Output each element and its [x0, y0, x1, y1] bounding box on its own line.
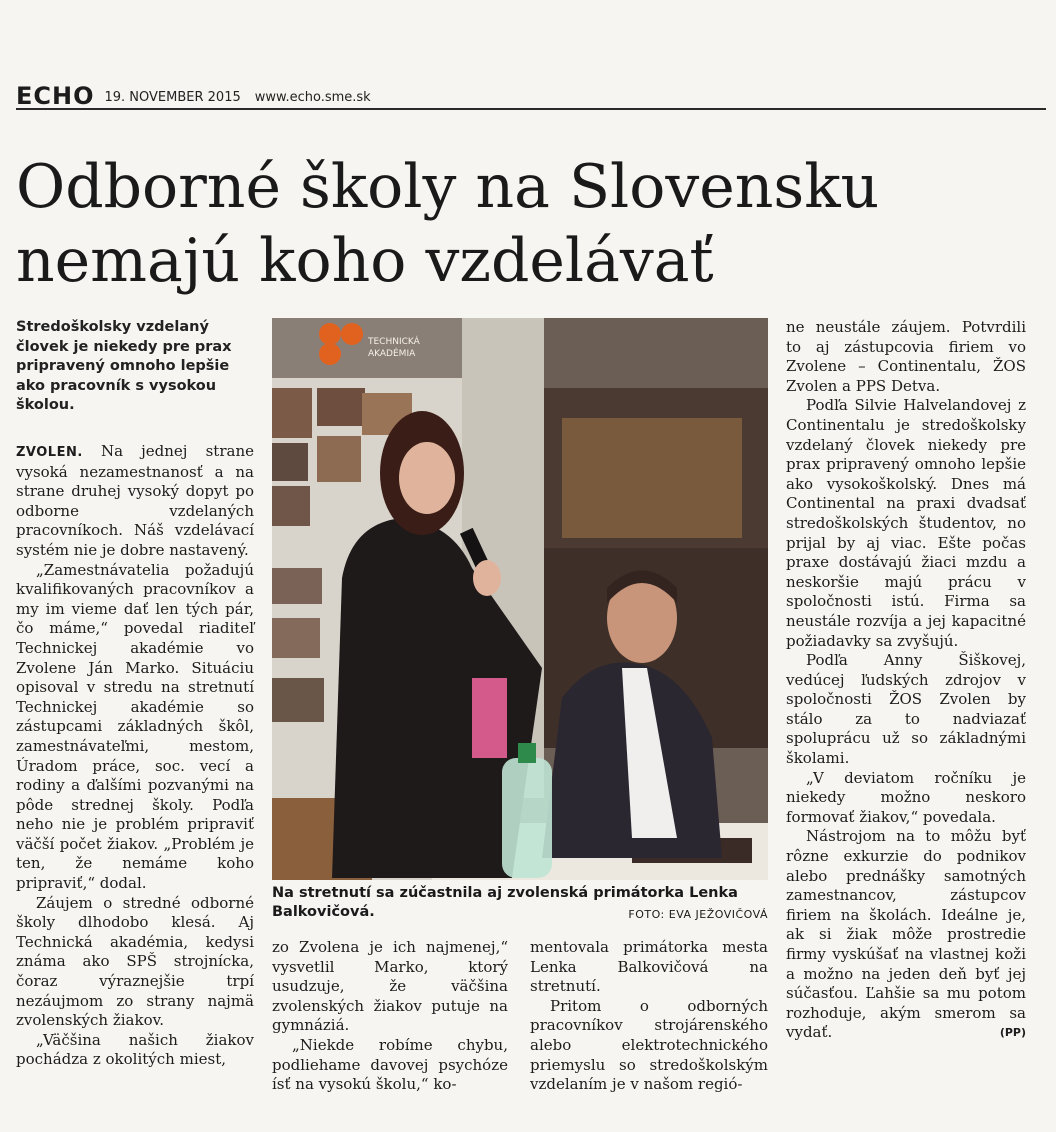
- paragraph: mentovala primátorka mesta Lenka Balkovičová na stretnutí.: [530, 938, 768, 996]
- headline: Odborné školy na Slovensku nemajú koho vzdelávať: [16, 152, 880, 296]
- banner-text-line1: TECHNICKÁ: [368, 337, 420, 347]
- lead-paragraph: Stredoškolsky vzdelaný človek je niekedy pre prax pripravený omnoho lepšie ako pracovník s vysokou školou.: [16, 319, 232, 413]
- publication-logo: ECHO: [16, 82, 95, 110]
- issue-date: 19. NOVEMBER 2015: [104, 90, 241, 105]
- paragraph: [16, 442, 254, 561]
- website-url: www.echo.sme.sk: [254, 90, 371, 105]
- paragraph: Záujem o stredné odborné školy dlhodobo klesá. Aj Technická akadémia, kedysi známa ako SPŠ strojnícka, čoraz výraznejšie trpí nezáujmom zo strany najmä zvolenských žiakov.: [16, 893, 254, 1030]
- author-signature: (PP): [999, 1026, 1026, 1040]
- dateline: ZVOLEN.: [16, 445, 83, 460]
- paragraph: „Väčšina našich žiakov pochádza z okolitých miest,: [16, 1030, 254, 1069]
- paragraph: zo Zvolena je ich najmenej,“ vysvetlil Marko, ktorý usudzuje, že väčšina zvolenských žiakov putuje na gymnáziá.: [272, 938, 508, 1035]
- caption-text: Na stretnutí sa zúčastnila aj zvolenská primátorka Lenka Balkovičová.: [272, 885, 738, 920]
- paragraph-text: Nástrojom na to môžu byť rôzne exkurzie do podnikov alebo prednášky samotných zamestnancov, zástupcov firiem na školách. Ideálne je, ak si žiak môže prostredie firmy vyskúšať na vlastnej koži a možno na jeden deň byť jej súčasťou. Ľahšie sa mu potom rozhoduje, akým smerom sa vydať.: [786, 827, 1026, 1042]
- paragraph: ne neustále záujem. Potvrdili to aj zástupcovia firiem vo Zvolene – Continentalu, ŽOS Zvolen a PPS Detva.: [786, 318, 1026, 395]
- paragraph: „Niekde robíme chybu, podliehame davovej psychóze ísť na vysokú školu,“ ko-: [272, 1035, 508, 1094]
- article-column-2: [272, 938, 508, 1095]
- masthead: [16, 80, 1046, 110]
- article-photo: [272, 318, 768, 880]
- paragraph: „V deviatom ročníku je niekedy možno neskoro formovať žiakov,“ povedala.: [786, 768, 1026, 826]
- article-column-4: [786, 318, 1026, 1043]
- paragraph: Podľa Silvie Halvelandovej z Continentalu je stredoškolsky vzdelaný človek niekedy pre prax pripravený omnoho lepšie ako vysokoškolský. Dnes má Continental na praxi dvadsať stredoškolských študentov, no prijal by aj viac. Ešte počas praxe dostávajú žiaci mzdu a neskoršie majú prácu v spoločnosti istú. Firma sa neustále rozvíja a jej kapacitné požiadavky sa zvyšujú.: [786, 396, 1026, 650]
- photo-illustration: [272, 318, 768, 880]
- article-column-3: [530, 938, 768, 1095]
- photo-credit: FOTO: EVA JEŽOVIČOVÁ: [628, 908, 768, 921]
- paragraph: „Zamestnávatelia požadujú kvalifikovaných pracovníkov a my im vieme dať len tých pár, čo máme,“ povedal riaditeľ Technickej akadémie vo Zvolene Ján Marko. Situáciu opisoval v stredu na stretnutí Technickej akadémie so zástupcami základných škôl, zamestnávateľmi, mestom, Úradom práce, soc. vecí a rodiny a ďalšími pozvanými na pôde strednej školy. Podľa neho nie je problém pripraviť väčší počet žiakov. „Problém je ten, že nemáme koho pripraviť,“ dodal.: [16, 560, 254, 893]
- paragraph-text: Na jednej strane vysoká nezamestnanosť a na strane druhej vysoký dopyt po odborne vzdelaných pracovníkoch. Náš vzdelávací systém nie je dobre nastavený.: [16, 442, 254, 559]
- article-column-1: [16, 442, 254, 1070]
- paragraph: Podľa Anny Šiškovej, vedúcej ľudských zdrojov v spoločnosti ŽOS Zvolen by stálo za to nadviazať spoluprácu už so základnými školami.: [786, 651, 1026, 768]
- photo-caption: [272, 884, 768, 922]
- banner-text-line2: AKADÉMIA: [368, 349, 416, 359]
- paragraph: [786, 827, 1026, 1043]
- paragraph: Pritom o odborných pracovníkov strojárenského alebo elektrotechnického priemyslu so stredoškolským vzdelaním je v našom regió-: [530, 996, 768, 1094]
